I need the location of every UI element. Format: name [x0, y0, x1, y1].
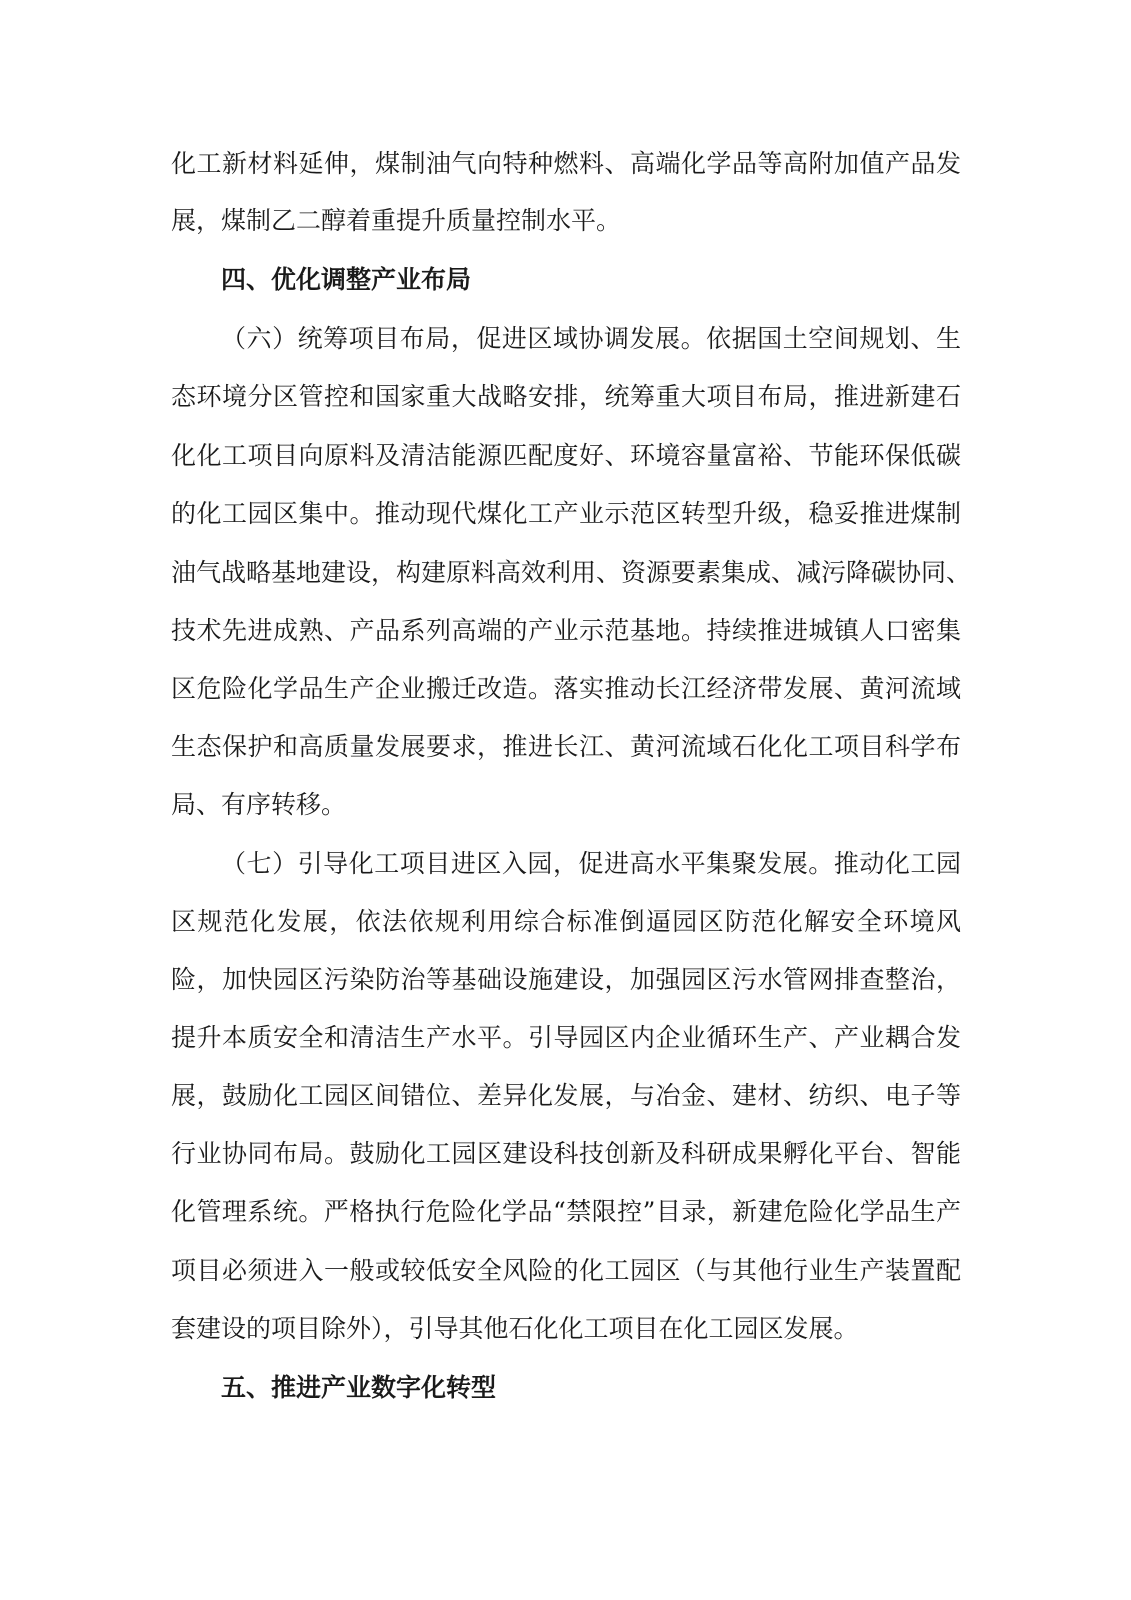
- paragraph-line: 技术先进成熟、产品系列高端的产业示范基地。持续推进城镇人口密集: [171, 616, 961, 645]
- paragraph-line: 油气战略基地建设，构建原料高效利用、资源要素集成、减污降碳协同、: [171, 558, 972, 587]
- paragraph-line: 行业协同布局。鼓励化工园区建设科技创新及科研成果孵化平台、智能: [171, 1139, 961, 1168]
- paragraph-line: 套建设的项目除外），引导其他石化化工项目在化工园区发展。: [171, 1314, 859, 1343]
- paragraph-line: 区规范化发展，依法依规利用综合标准倒逼园区防范化解安全环境风: [171, 907, 961, 936]
- paragraph-line: 展，鼓励化工园区间错位、差异化发展，与冶金、建材、纺织、电子等: [171, 1081, 961, 1110]
- paragraph-line: 区危险化学品生产企业搬迁改造。落实推动长江经济带发展、黄河流域: [171, 674, 961, 703]
- paragraph-line: 的化工园区集中。推动现代煤化工产业示范区转型升级，稳妥推进煤制: [171, 499, 961, 528]
- paragraph-line: 化管理系统。严格执行危险化学品“禁限控”目录，新建危险化学品生产: [171, 1197, 961, 1226]
- paragraph-line: （七）引导化工项目进区入园，促进高水平集聚发展。推动化工园: [221, 849, 961, 878]
- paragraph-line: 生态保护和高质量发展要求，推进长江、黄河流域石化化工项目科学布: [171, 732, 961, 761]
- paragraph-line: 险，加快园区污染防治等基础设施建设，加强园区污水管网排查整治，: [171, 965, 961, 994]
- section-heading: 五、推进产业数字化转型: [221, 1373, 497, 1402]
- paragraph-line: 化工新材料延伸，煤制油气向特种燃料、高端化学品等高附加值产品发: [171, 149, 961, 178]
- paragraph-line: 项目必须进入一般或较低安全风险的化工园区（与其他行业生产装置配: [171, 1256, 961, 1285]
- section-heading: 四、优化调整产业布局: [221, 265, 472, 294]
- paragraph-line: 局、有序转移。: [171, 790, 347, 819]
- paragraph-line: 态环境分区管控和国家重大战略安排，统筹重大项目布局，推进新建石: [171, 382, 961, 411]
- paragraph-line: 展，煤制乙二醇着重提升质量控制水平。: [171, 206, 622, 235]
- paragraph-line: 提升本质安全和清洁生产水平。引导园区内企业循环生产、产业耦合发: [171, 1023, 961, 1052]
- paragraph-line: （六）统筹项目布局，促进区域协调发展。依据国土空间规划、生: [221, 324, 961, 353]
- paragraph-line: 化化工项目向原料及清洁能源匹配度好、环境容量富裕、节能环保低碳: [171, 441, 961, 470]
